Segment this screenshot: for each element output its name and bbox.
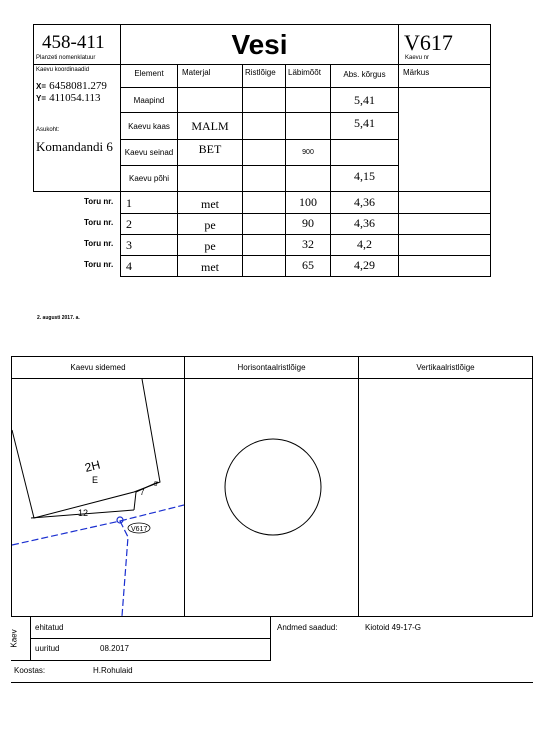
pipe-material: met	[201, 196, 219, 211]
panel-title-sketch: Kaevu sidemed	[70, 363, 126, 372]
pipe-number: 3	[126, 238, 132, 252]
pipe-material: pe	[204, 238, 216, 253]
data-source-value: Kiotoid 49-17-G	[365, 623, 422, 632]
compiled-value: H.Rohulaid	[93, 666, 133, 675]
surveyed-value: 08.2017	[100, 644, 129, 653]
location-label: Asukoht:	[36, 127, 60, 133]
col-diameter: Läbimõõt	[288, 68, 321, 77]
pipe-abs: 4,36	[354, 215, 375, 230]
nomenclature-label: Planzeti nomenklatuur	[36, 55, 96, 61]
panel-title-vertical: Vertikaalristlõige	[416, 363, 475, 372]
well-circle	[225, 439, 321, 535]
pipe-diameter: 100	[299, 194, 317, 209]
horizontal-section	[185, 379, 358, 616]
built-label: ehitatud	[35, 623, 64, 632]
page-title: Vesi	[231, 28, 288, 60]
well-number: V617	[404, 30, 453, 55]
nomenclature: 458-411	[42, 32, 105, 53]
dimension-label: 5	[154, 482, 158, 488]
building-label: 2H	[83, 457, 102, 475]
col-notes: Märkus	[403, 68, 430, 77]
pipe-number: 4	[126, 259, 132, 273]
coord-x-prefix: X=	[36, 82, 47, 91]
pipe-abs: 4,29	[354, 257, 375, 272]
pipe-diameter: 90	[302, 215, 314, 230]
element-material: BET	[198, 142, 222, 156]
element-name: Kaevu kaas	[128, 121, 170, 131]
pipe-material: pe	[204, 217, 216, 232]
pipe-abs: 4,2	[357, 236, 372, 251]
location-value: Komandandi 6	[36, 139, 113, 154]
pipe-material: met	[201, 259, 219, 274]
panel-title-horizontal: Horisontaalristlõige	[237, 363, 306, 372]
dimension-label: 12	[78, 508, 89, 518]
coord-y-prefix: Y=	[36, 94, 47, 103]
element-diameter: 900	[302, 149, 314, 156]
element-material: MALM	[191, 118, 229, 133]
pipe-number: 2	[126, 217, 132, 231]
well-label: V617	[131, 526, 148, 533]
coord-y	[36, 92, 101, 104]
pipe-label: Toru nr.	[84, 197, 114, 206]
pipe-line	[120, 505, 184, 521]
pipe-diameter: 32	[302, 236, 314, 251]
element-name: Kaevu põhi	[128, 174, 170, 183]
pipe-label: Toru nr.	[84, 218, 114, 227]
col-cut: Ristlõige	[245, 68, 276, 77]
document-date: 2. augusti 2017. a.	[37, 315, 80, 321]
element-name: Maapind	[133, 95, 165, 105]
coords-label: Kaevu koordinaadid	[36, 67, 90, 73]
pipe-diameter: 65	[302, 257, 314, 272]
well-number-label: Kaevu nr	[405, 55, 430, 61]
col-element: Element	[134, 68, 164, 78]
pipe-number: 1	[126, 196, 132, 210]
pipe-label: Toru nr.	[84, 239, 114, 248]
pipe-label: Toru nr.	[84, 260, 114, 269]
coord-x	[36, 80, 107, 92]
surveyed-label: uuritud	[35, 644, 60, 653]
dimension-label: 7	[140, 488, 145, 497]
data-source-label: Andmed saadud:	[277, 623, 338, 632]
element-name: Kaevu seinad	[124, 148, 174, 157]
col-material: Materjal	[182, 68, 211, 77]
col-abs: Abs. kõrgus	[343, 69, 386, 79]
pipe-line	[12, 521, 120, 545]
coord-x-value: 6458081.279	[49, 80, 107, 92]
location-sketch	[12, 379, 184, 616]
coord-y-value: 411054.113	[49, 92, 101, 104]
dimension-line	[134, 492, 136, 510]
pipe-line	[120, 521, 128, 616]
building-outline	[12, 379, 160, 518]
element-abs: 5,41	[354, 115, 375, 130]
pipe-abs: 4,36	[354, 194, 375, 209]
side-label: Kaev	[9, 629, 19, 648]
element-abs: 5,41	[354, 92, 375, 107]
compiled-label: Koostas:	[14, 666, 46, 675]
element-abs: 4,15	[354, 169, 375, 183]
building-sublabel: E	[92, 475, 99, 485]
